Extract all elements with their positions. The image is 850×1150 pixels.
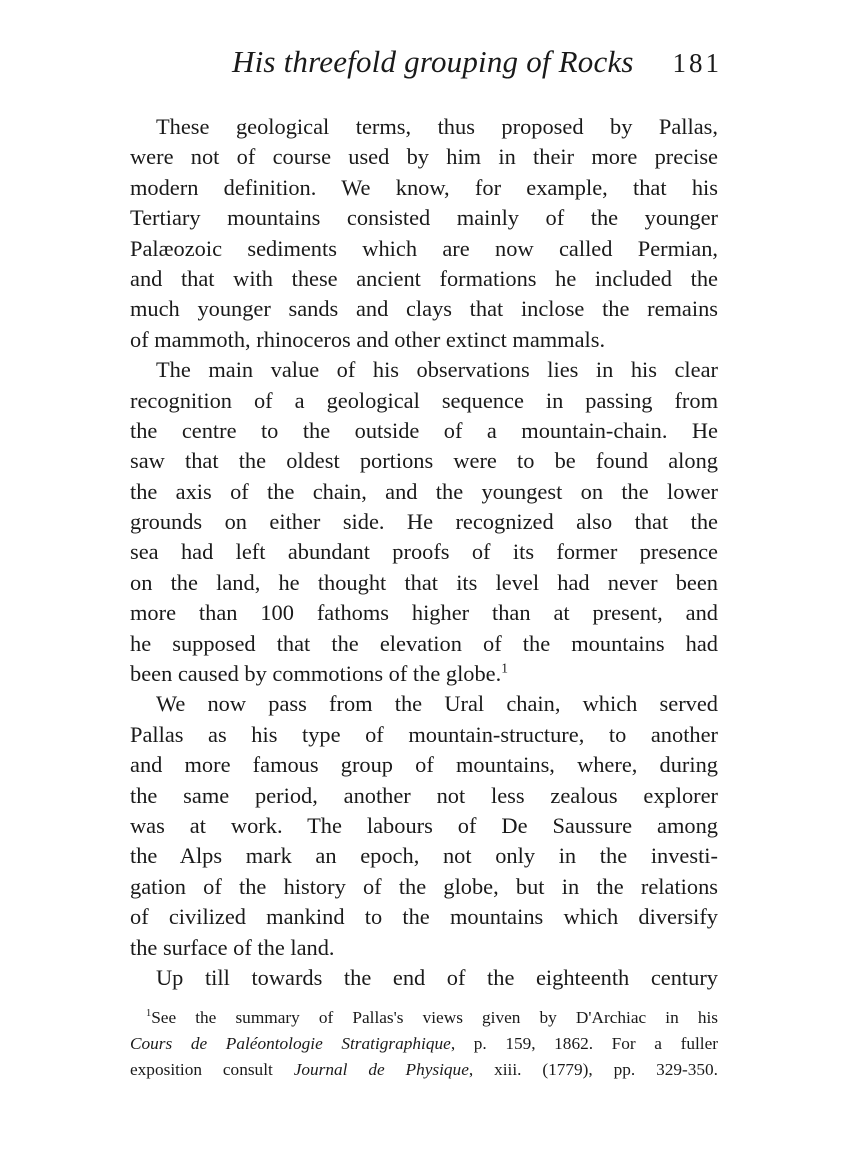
text-line: on the land, he thought that its level had never been: [130, 569, 718, 595]
text-line: the centre to the outside of a mountain-chain. He: [130, 417, 718, 443]
text-line: We now pass from the Ural chain, which served: [156, 691, 718, 717]
text-line: grounds on either side. He recognized also that the: [130, 509, 718, 535]
running-title: His threefold grouping of Rocks: [232, 44, 634, 79]
footnote-line: [130, 1057, 718, 1083]
cited-work-title: Cours de Paléontologie Stratigraphique: [130, 1034, 451, 1053]
text-line: and more famous group of mountains, where, during: [130, 752, 718, 778]
text-line: were not of course used by him in their more precise: [130, 144, 718, 170]
text-line: the Alps mark an epoch, not only in the investi-: [130, 843, 718, 869]
text-line: gation of the history of the globe, but in the relations: [130, 873, 718, 899]
footnote-marker: 1: [146, 1008, 152, 1020]
text-line: he supposed that the elevation of the mountains had: [130, 630, 718, 656]
footnote-text: exposition consult: [130, 1060, 294, 1079]
paragraph: [130, 355, 718, 689]
text-line: Tertiary mountains consisted mainly of the younger: [130, 205, 718, 231]
footnote-text: See the summary of Pallas's views given by D'Archiac in his: [151, 1008, 718, 1027]
footnote-text: , xiii. (1779), pp. 329-350.: [468, 1060, 718, 1079]
text-line: Up till towards the end of the eighteenth century: [156, 964, 718, 990]
text-span: been caused by commotions of the globe.: [130, 661, 502, 687]
text-line: [130, 659, 718, 689]
text-line: the surface of the land.: [130, 934, 335, 960]
text-line: sea had left abundant proofs of its former presence: [130, 539, 718, 565]
text-line: and that with these ancient formations he included the: [130, 265, 718, 291]
text-line: the same period, another not less zealous explorer: [130, 782, 718, 808]
footnote-text: , p. 159, 1862. For a fuller: [450, 1034, 718, 1053]
text-line: the axis of the chain, and the youngest on the lower: [130, 478, 718, 504]
paragraph: [130, 689, 718, 963]
paragraph: [130, 963, 718, 993]
footnote-line: [130, 1031, 718, 1057]
text-line: was at work. The labours of De Saussure among: [130, 812, 718, 838]
text-line: Pallas as his type of mountain-structure, to another: [130, 721, 718, 747]
footnote: [130, 1005, 718, 1083]
text-line: These geological terms, thus proposed by Pallas,: [156, 114, 718, 139]
cited-journal-title: Journal de Physique: [293, 1060, 469, 1079]
text-line: of mammoth, rhinoceros and other extinct mammals.: [130, 326, 606, 352]
text-line: The main value of his observations lies in his clear: [156, 357, 718, 383]
text-line: more than 100 fathoms higher than at present, and: [130, 600, 718, 626]
text-line: saw that the oldest portions were to be found along: [130, 448, 718, 474]
page-number: 181: [672, 48, 722, 78]
running-header: [232, 44, 722, 84]
footnote-reference[interactable]: 1: [501, 660, 508, 676]
paragraph: [130, 112, 718, 355]
text-line: much younger sands and clays that inclose the remains: [130, 296, 718, 322]
text-line: Palæozoic sediments which are now called Permian,: [130, 235, 718, 261]
text-line: recognition of a geological sequence in passing from: [130, 387, 718, 413]
text-line: of civilized mankind to the mountains which diversify: [130, 904, 718, 930]
footnote-line: [130, 1005, 718, 1031]
body-text: [130, 112, 718, 993]
text-line: modern definition. We know, for example, that his: [130, 174, 718, 200]
